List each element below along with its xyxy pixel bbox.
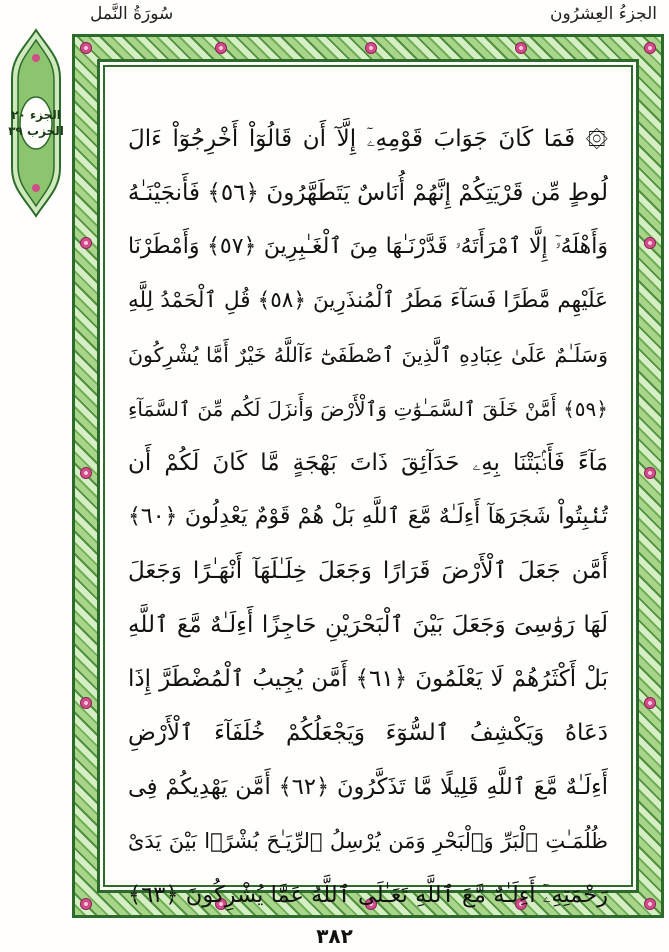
verse-line: مَآءً فَأَنۢبَتْنَا بِهِۦ حَدَآئِقَ ذَاتَ بَهْجَةٍ مَّا كَانَ لَكُمْ أَن [128, 450, 608, 476]
verse-line: لَهَا رَوَٰسِىَ وَجَعَلَ بَيْنَ ٱلْبَحْرَيْنِ حَاجِزًا أَءِلَـٰهٌ مَّعَ ٱللَّهِ [128, 612, 608, 638]
rosette-icon [644, 697, 656, 709]
rosette-icon [644, 898, 656, 910]
verse-line: دَعَاهُ وَيَكْشِفُ ٱلسُّوٓءَ وَيَجْعَلُكُمْ خُلَفَآءَ ٱلْأَرْضِ [128, 720, 608, 746]
verse-line: وَسَلَـٰمٌ عَلَىٰ عِبَادِهِ ٱلَّذِينَ ٱصْطَفَىٰٓ ءَآللَّهُ خَيْرٌ أَمَّا يُشْرِكُونَ [128, 343, 608, 367]
rosette-icon [644, 42, 656, 54]
page-number: ٣٨٢ [316, 924, 353, 948]
rosette-icon [80, 237, 92, 249]
verse-line: ظُلُمَـٰتِ ٱلْبَرِّ وَٱلْبَحْرِ وَمَن يُرْسِلُ ٱلرِّيَـٰحَ بُشْرًۢا بَيْنَ يَدَىْ [128, 829, 608, 853]
rosette-icon [80, 898, 92, 910]
ornamental-frame [72, 34, 664, 918]
verse-line: ﴿٥٩﴾ أَمَّنْ خَلَقَ ٱلسَّمَـٰوَٰتِ وَٱلْأَرْضَ وَأَنزَلَ لَكُم مِّنَ ٱلسَّمَآءِ [128, 397, 608, 421]
juz-label: الجزء ٢٠ [11, 108, 61, 122]
rosette-icon [365, 42, 377, 54]
rosette-icon [515, 42, 527, 54]
rosette-icon [644, 467, 656, 479]
verse-line: عَلَيْهِم مَّطَرًا فَسَآءَ مَطَرُ ٱلْمُنذَرِينَ ﴿٥٨﴾ قُلِ ٱلْحَمْدُ لِلَّهِ [128, 288, 608, 313]
verse-lines [128, 112, 608, 922]
verse-line: ۞ فَمَا كَانَ جَوَابَ قَوْمِهِۦٓ إِلَّآ أَن قَالُوٓاْ أَخْرِجُوٓاْ ءَالَ [128, 126, 608, 152]
rosette-icon [80, 697, 92, 709]
verse-line: أَءِلَـٰهٌ مَّعَ ٱللَّهِ قَلِيلًا مَّا تَذَكَّرُونَ ﴿٦٢﴾ أَمَّن يَهْدِيكُمْ فِى [128, 774, 608, 800]
rosette-icon [80, 42, 92, 54]
hizb-label: الحزب ٣٩ [8, 124, 64, 138]
rosette-icon [80, 467, 92, 479]
rosette-icon [644, 237, 656, 249]
surah-title: سُورَةُ النَّمل [90, 4, 174, 24]
text-panel [97, 59, 639, 908]
juz-hizb-medallion [8, 28, 64, 218]
rosette-icon [215, 42, 227, 54]
juz-title: الجزءُ العِشرُون [550, 4, 657, 24]
verse-line: رَحْمَتِهِۦٓ أَءِلَـٰهٌ مَّعَ ٱللَّهِ تَعَـٰلَى ٱللَّهُ عَمَّا يُشْرِكُونَ ﴿٦٣﴾ [128, 882, 608, 908]
medallion-ornament-icon [8, 28, 64, 218]
verse-line: بَلْ أَكْثَرُهُمْ لَا يَعْلَمُونَ ﴿٦١﴾ أَمَّن يُجِيبُ ٱلْمُضْطَرَّ إِذَا [128, 666, 608, 692]
verse-line: وَأَهْلَهُۥٓ إِلَّا ٱمْرَأَتَهُۥ قَدَّرْنَـٰهَا مِنَ ٱلْغَـٰبِرِينَ ﴿٥٧﴾ وَأَمْطَرْنَا [128, 234, 608, 259]
verse-line: لُوطٍ مِّن قَرْيَتِكُمْ إِنَّهُمْ أُنَاسٌ يَتَطَهَّرُونَ ﴿٥٦﴾ فَأَنجَيْنَـٰهُ [128, 180, 608, 206]
verse-line: تُنۢبِتُواْ شَجَرَهَآ أَءِلَـٰهٌ مَّعَ ٱللَّهِ بَلْ هُمْ قَوْمٌ يَعْدِلُونَ ﴿٦٠﴾ [128, 504, 608, 529]
page-header [0, 0, 669, 30]
verse-line: أَمَّن جَعَلَ ٱلْأَرْضَ قَرَارًا وَجَعَلَ خِلَـٰلَهَآ أَنْهَـٰرًا وَجَعَلَ [128, 558, 608, 584]
